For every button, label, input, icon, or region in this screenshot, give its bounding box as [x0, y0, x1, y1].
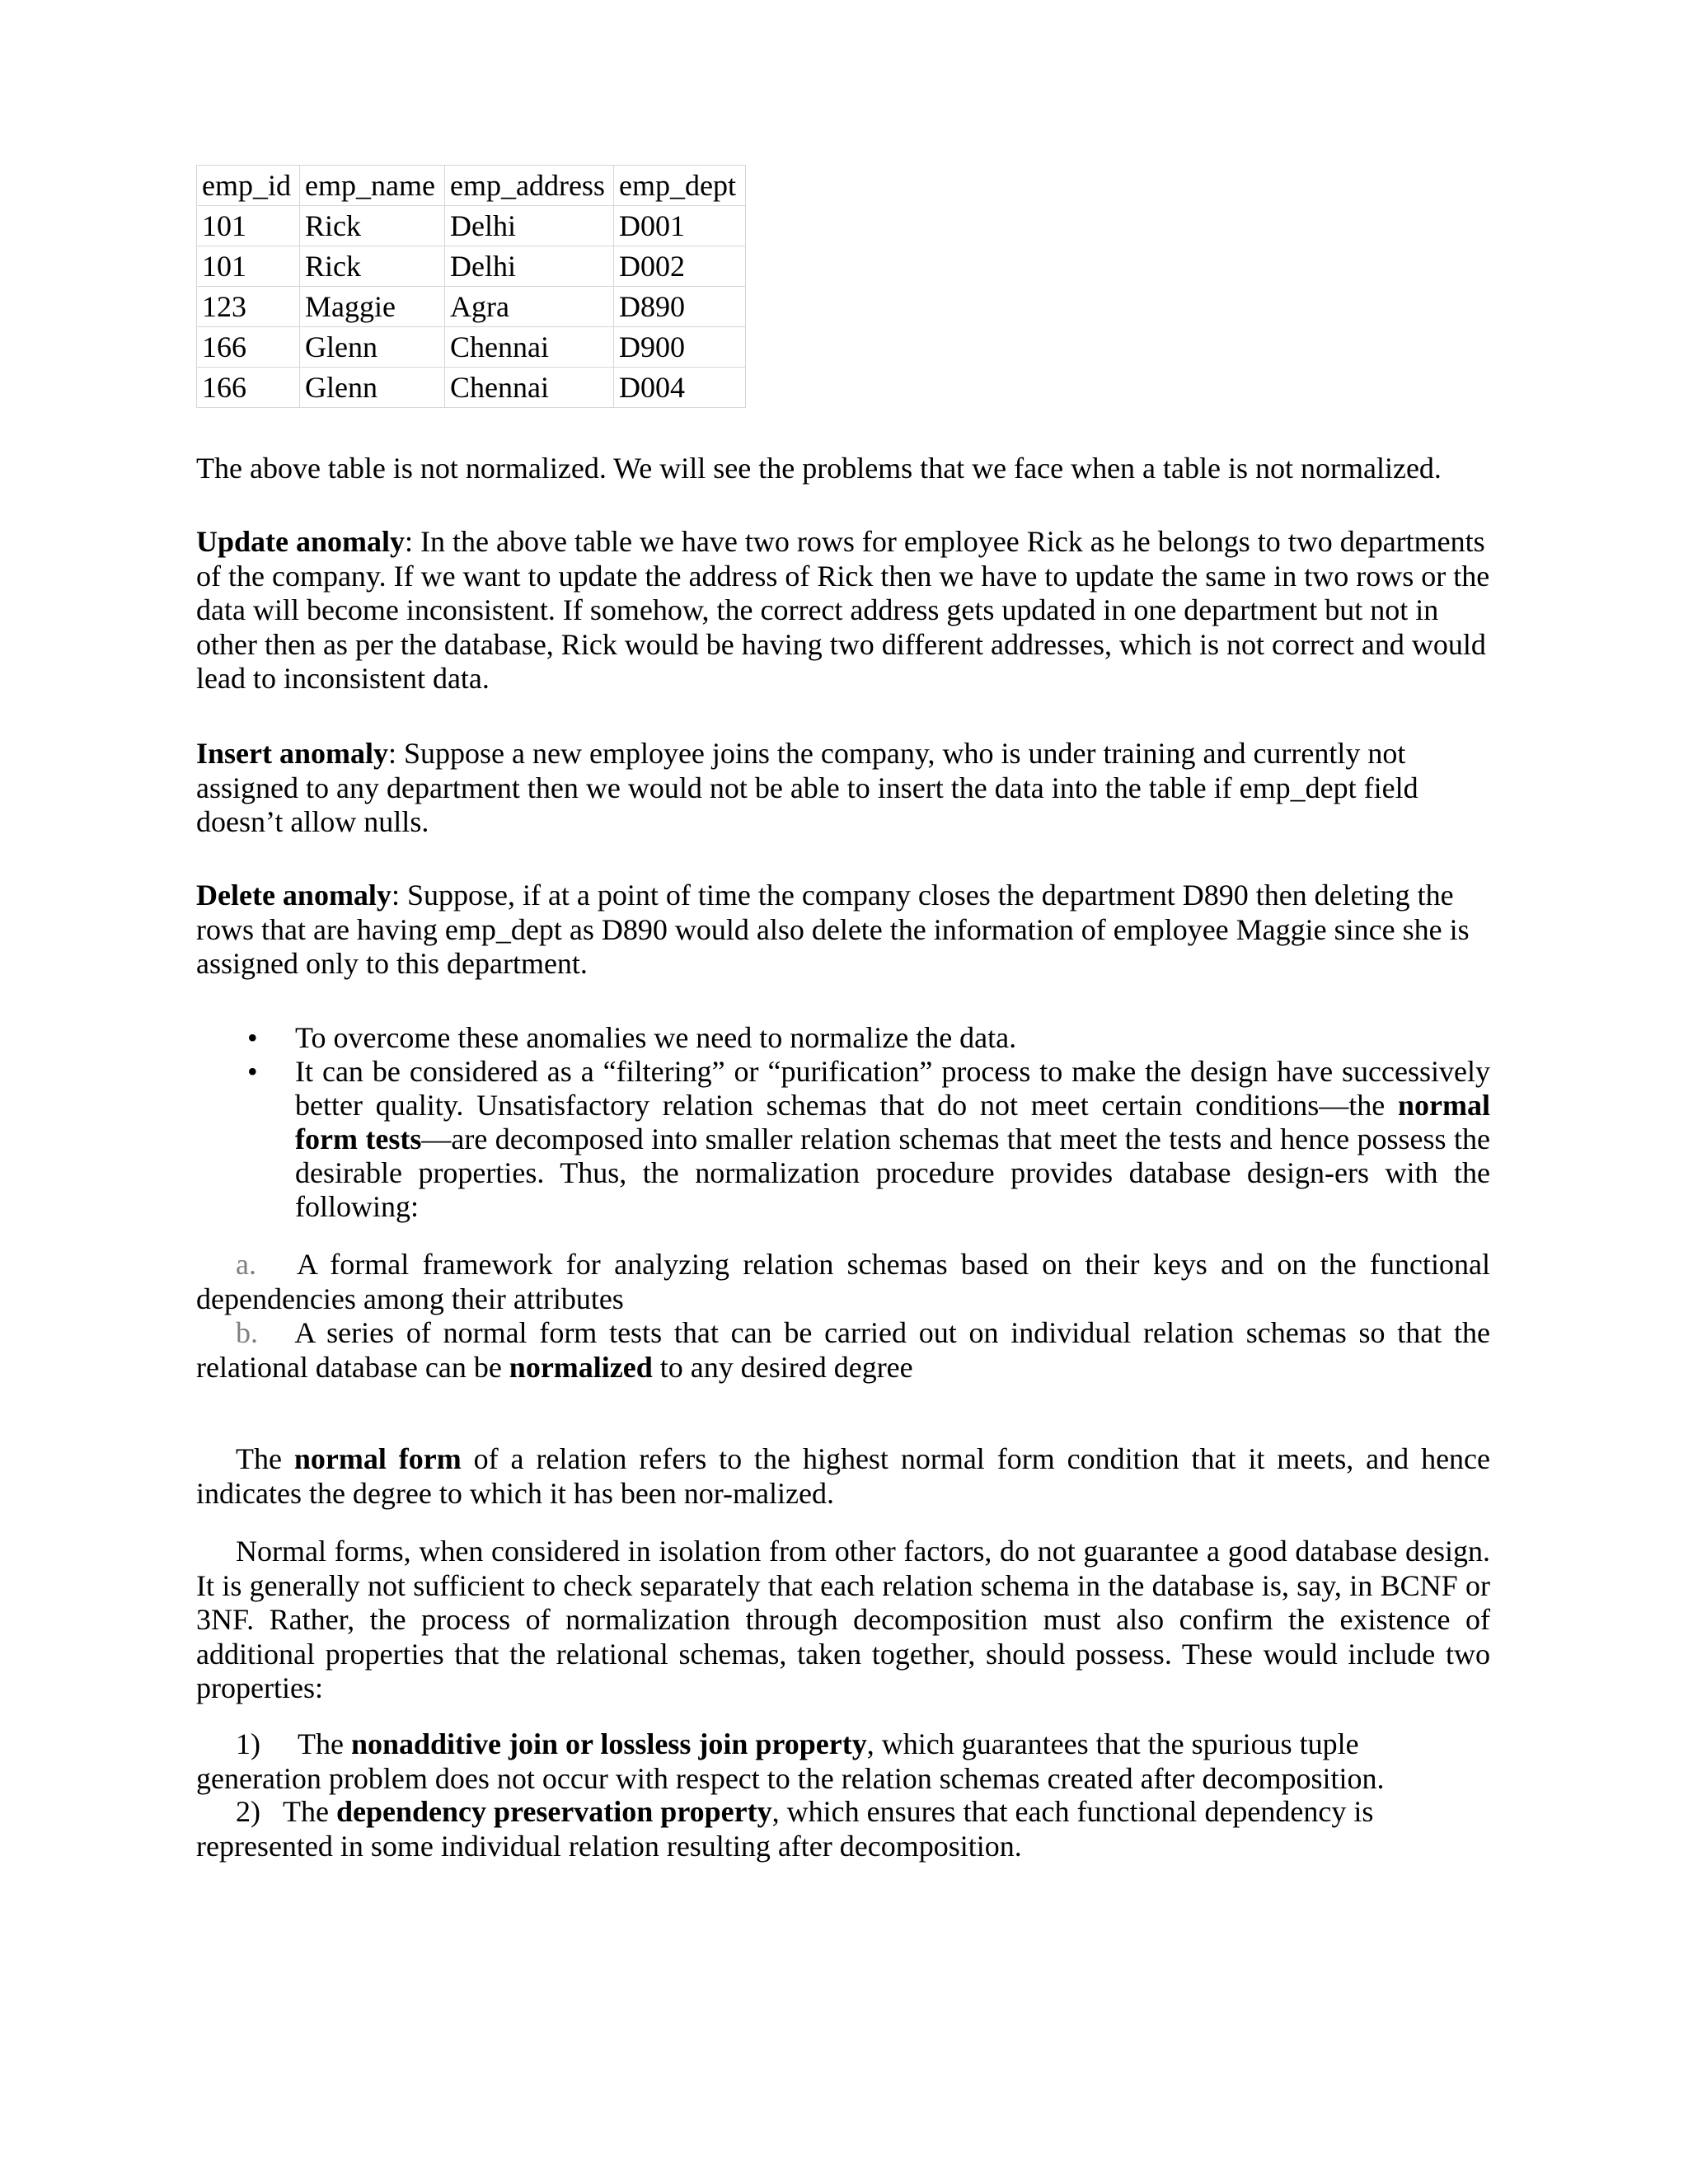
list-item-a: [196, 1248, 1490, 1316]
paragraph-text: of a relation refers to the highest normal form condition that it meets, and hence indicates the degree to which it has been nor-malized.: [196, 1442, 1491, 1510]
bullet-text: To overcome these anomalies we need to normalize the data.: [295, 1021, 1017, 1054]
list-marker: 2): [236, 1795, 260, 1828]
property-text: , which guarantees that the spurious tuple generation problem does not occur with respect to the relation schemas created after decomposition.: [196, 1727, 1385, 1795]
normal-form-paragraph: [196, 1442, 1490, 1511]
list-item: [196, 1021, 1490, 1055]
table-cell: Chennai: [445, 368, 614, 408]
property-item-2: [196, 1795, 1490, 1863]
update-anomaly-text: : In the above table we have two rows for employee Rick as he belongs to two departments of the company. If we want to update the address of Rick then we have to update the same in two rows or the data will become inconsistent. If somehow, the correct address gets updated in one department but not in other then as per the database, Rick would be having two different addresses, which is not correct and would lead to inconsistent data.: [196, 525, 1490, 695]
table-header-row: [197, 166, 746, 206]
update-anomaly-paragraph: [196, 525, 1490, 696]
header-cell: emp_name: [300, 166, 445, 206]
list-item-text: A formal framework for analyzing relation schemas based on their keys and on the functional dependencies among their attributes: [196, 1248, 1490, 1315]
delete-anomaly-paragraph: [196, 879, 1490, 982]
table-cell: D890: [614, 287, 746, 327]
list-marker: 1): [236, 1727, 260, 1760]
table-cell: 166: [197, 368, 300, 408]
insert-anomaly-paragraph: [196, 737, 1490, 840]
table-cell: Rick: [300, 206, 445, 246]
header-cell: emp_address: [445, 166, 614, 206]
bullet-list: [196, 1021, 1490, 1224]
bullet-icon: •: [247, 1055, 258, 1088]
table-cell: D001: [614, 206, 746, 246]
table-cell: Delhi: [445, 246, 614, 287]
table-cell: Maggie: [300, 287, 445, 327]
table-cell: Agra: [445, 287, 614, 327]
update-anomaly-term: Update anomaly: [196, 525, 406, 558]
table-row: [197, 327, 746, 368]
property-text: The: [298, 1727, 351, 1760]
table-cell: Delhi: [445, 206, 614, 246]
table-cell: 101: [197, 206, 300, 246]
intro-paragraph: The above table is not normalized. We will see the problems that we face when a table is not normalized.: [196, 452, 1442, 485]
list-item: [196, 1055, 1490, 1224]
paragraph-text: The: [236, 1442, 294, 1475]
delete-anomaly-text: : Suppose, if at a point of time the company closes the department D890 then deleting the rows that are having emp_dept as D890 would also delete the information of employee Maggie since she is assigned only to this department.: [196, 879, 1470, 980]
list-item-b: [196, 1316, 1490, 1385]
bold-term: dependency preservation property: [335, 1795, 772, 1828]
isolation-paragraph: Normal forms, when considered in isolation from other factors, do not guarantee a good database design. It is generally not sufficient to check separately that each relation schema in the database is, say, in BCNF or 3NF. Rather, the process of normalization through decomposition must also confirm the existence of additional properties that the relational schemas, taken together, should possess. These would include two properties:: [196, 1535, 1490, 1704]
table-cell: Glenn: [300, 327, 445, 368]
property-text: , which ensures that each functional dependency is represented in some individual relation resulting after decomposition.: [196, 1795, 1374, 1863]
table-cell: 123: [197, 287, 300, 327]
bullet-icon: •: [247, 1021, 258, 1054]
bold-term: normal form: [293, 1442, 462, 1475]
table-cell: D900: [614, 327, 746, 368]
bullet-bold-term: normal form tests: [295, 1089, 1490, 1155]
bold-term: nonadditive join or lossless join property: [350, 1727, 867, 1760]
header-cell: emp_id: [197, 166, 300, 206]
bold-term: normalized: [509, 1350, 653, 1384]
table-row: [197, 287, 746, 327]
table-row: [197, 246, 746, 287]
bullet-text: It can be considered as a “filtering” or “purification” process to make the design have successively better quality. Unsatisfactory relation schemas that do not meet certain conditions—the: [295, 1055, 1490, 1122]
property-text: The: [283, 1795, 336, 1828]
header-cell: emp_dept: [614, 166, 746, 206]
bullet-text: —are decomposed into smaller relation schemas that meet the tests and hence possess the desirable properties. Thus, the normalization procedure provides database design-ers with the following:: [295, 1122, 1490, 1223]
delete-anomaly-term: Delete anomaly: [196, 879, 392, 912]
list-item-text: A series of normal form tests that can be carried out on individual relation schemas so that the relational database can be: [196, 1316, 1491, 1384]
insert-anomaly-text: : Suppose a new employee joins the company, who is under training and currently not assigned to any department then we would not be able to insert the data into the table if emp_dept field doesn’t allow nulls.: [196, 737, 1418, 838]
table-cell: Chennai: [445, 327, 614, 368]
insert-anomaly-term: Insert anomaly: [196, 737, 388, 770]
list-marker: b.: [236, 1316, 258, 1349]
table-cell: D004: [614, 368, 746, 408]
list-marker: a.: [236, 1248, 256, 1281]
table-cell: 101: [197, 246, 300, 287]
property-item-1: [196, 1727, 1490, 1796]
employee-table: [196, 165, 746, 408]
table-cell: Rick: [300, 246, 445, 287]
table-cell: 166: [197, 327, 300, 368]
table-cell: D002: [614, 246, 746, 287]
table-row: [197, 368, 746, 408]
table-row: [197, 206, 746, 246]
table-cell: Glenn: [300, 368, 445, 408]
list-item-text: to any desired degree: [652, 1350, 913, 1384]
